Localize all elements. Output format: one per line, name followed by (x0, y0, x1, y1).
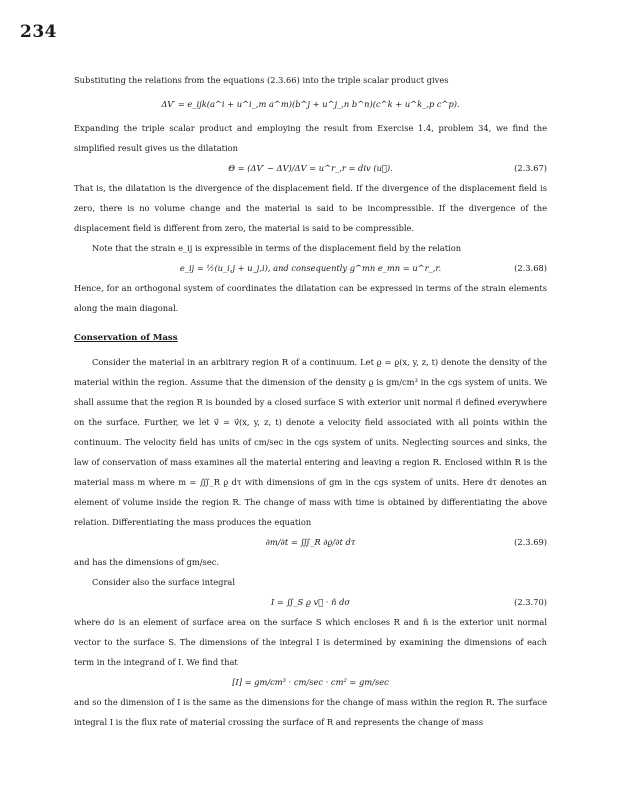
equation-2-3-67 (74, 158, 547, 178)
equation-2-3-69-body: ∂m/∂t = ∭_R ∂ϱ/∂t dτ (265, 537, 356, 547)
paragraph-3: That is, the dilatation is the divergence of the displacement field. If the divergence of the displacement field is zero, there is no volume change and the material is said to be incompressible. If the divergence of the displacement field is different from zero, the material is said to be compressible. (74, 183, 547, 233)
equation-2-3-68 (74, 258, 547, 278)
equation-2-3-69-number: (2.3.69) (514, 537, 547, 547)
equation-2-3-67-body: Θ = (ΔV′ − ΔV)/ΔV = u^r_,r = div (u⃗). (228, 163, 393, 173)
equation-2-3-67-number: (2.3.67) (514, 163, 547, 173)
paragraph-4: Note that the strain e_ij is expressible in terms of the displacement field by the relation (92, 243, 462, 253)
equation-2-3-70-number: (2.3.70) (514, 597, 547, 607)
equation-2-3-70 (74, 592, 547, 612)
section-heading: Conservation of Mass (74, 333, 178, 343)
equation-2-3-68-body: e_ij = ½(u_i,j + u_j,i), and consequently g^mn e_mn = u^r_,r. (179, 263, 442, 273)
paragraph-2: Expanding the triple scalar product and employing the result from Exercise 1.4, problem 34, we find the simplified result gives us the dilatation (74, 123, 547, 153)
equation-2-3-70-body: I = ∬_S ϱ v⃗ · n̂ dσ (270, 597, 351, 607)
paragraph-1: Substituting the relations from the equations (2.3.66) into the triple scalar product gives (74, 75, 449, 85)
equation-2-3-68-number: (2.3.68) (514, 263, 547, 273)
paragraph-5: Hence, for an orthogonal system of coordinates the dilatation can be expressed in terms of the strain elements along the main diagonal. (74, 283, 547, 313)
paragraph-7: and has the dimensions of gm/sec. (74, 557, 220, 567)
equation-triple-product: ΔV′ = e_ijk(a^i + u^i_,m a^m)(b^j + u^j_,n b^n)(c^k + u^k_,p c^p). (161, 99, 460, 109)
equation-2-3-69 (74, 532, 547, 552)
equation-dimensions: [I] = gm/cm³ · cm/sec · cm² = gm/sec (232, 677, 389, 687)
paragraph-9: where dσ is an element of surface area on the surface S which encloses R and n̂ is the exterior unit normal vector to the surface S. The dimensions of the integral I is determined by examining the dimensions of each term in the integrand of I. We find that (74, 617, 547, 667)
page-number: 234 (20, 22, 57, 42)
page-body (74, 70, 547, 732)
paragraph-6: Consider the material in an arbitrary region R of a continuum. Let ϱ = ϱ(x, y, z, t) denote the density of the material within the region. Assume that the dimension of the density ϱ is gm/cm³ in the cgs system of units. We shall assume that the region R is bounded by a closed surface S with exterior unit normal n⃗ defined everywhere on the surface. Further, we let v⃗ = v⃗(x, y, z, t) denote a velocity field associated with all points within the continuum. The velocity field has units of cm/sec in the cgs system of units. Neglecting sources and sinks, the law of conservation of mass examines all the material entering and leaving a region R. Enclosed within R is the material mass m where m = ∭_R ϱ dτ with dimensions of gm in the cgs system of units. Here dτ denotes an element of volume inside the region R. The change of mass with time is obtained by differentiating the above relation. Differentiating the mass produces the equation (74, 357, 547, 527)
paragraph-8: Consider also the surface integral (92, 577, 236, 587)
paragraph-10: and so the dimension of I is the same as the dimensions for the change of mass within the region R. The surface integral I is the flux rate of material crossing the surface of R and represents the change of mass (74, 697, 547, 727)
